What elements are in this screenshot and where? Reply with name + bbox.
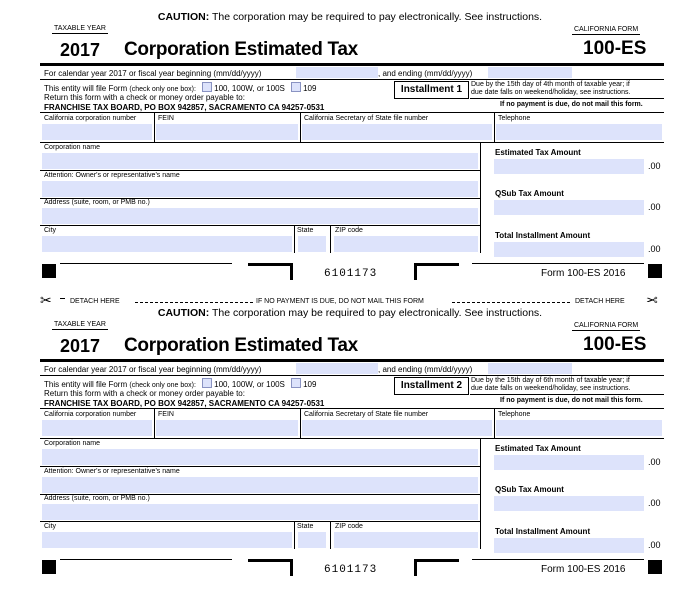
fiscal-begin-field[interactable]: [296, 67, 378, 78]
header-rule: [40, 359, 664, 362]
zip-label: ZIP code: [335, 523, 363, 530]
ending-text: , and ending (mm/dd/yyyy): [378, 69, 473, 78]
sos-number-field[interactable]: [302, 124, 492, 140]
fiscal-begin-field[interactable]: [296, 363, 378, 374]
qsub-tax-cents: .00: [648, 202, 661, 212]
estimated-tax-label: Estimated Tax Amount: [495, 148, 581, 157]
no-payment-note: If no payment is due, do not mail this form.: [500, 101, 643, 108]
due-date-note: Due by the 15th day of 4th month of taxable year; if due date falls on weekend/holiday, see instructions.: [471, 81, 631, 96]
corp-name-label: Corporation name: [44, 440, 101, 447]
installment-label: Installment 1: [394, 81, 469, 99]
qsub-tax-cents: .00: [648, 498, 661, 508]
calendar-year-text: For calendar year 2017 or fiscal year beginning (mm/dd/yyyy): [44, 69, 262, 78]
no-payment-note: If no payment is due, do not mail this form.: [500, 397, 643, 404]
detach-left-label: DETACH HERE: [70, 298, 120, 305]
form-title: Corporation Estimated Tax: [124, 335, 358, 356]
total-installment-cents: .00: [648, 540, 661, 550]
telephone-field[interactable]: [496, 124, 662, 140]
telephone-label: Telephone: [498, 411, 531, 418]
zip-field[interactable]: [334, 236, 478, 252]
estimated-tax-field[interactable]: [494, 455, 644, 470]
city-field[interactable]: [42, 532, 292, 548]
ending-text: , and ending (mm/dd/yyyy): [378, 365, 473, 374]
registration-mark: [42, 560, 56, 574]
footer-form-id: Form 100-ES 2016: [541, 268, 626, 279]
registration-mark: [648, 264, 662, 278]
state-field[interactable]: [298, 236, 326, 252]
city-field[interactable]: [42, 236, 292, 252]
estimated-tax-label: Estimated Tax Amount: [495, 444, 581, 453]
qsub-tax-field[interactable]: [494, 200, 644, 215]
attention-field[interactable]: [42, 181, 478, 197]
tax-year: 2017: [60, 40, 101, 60]
checkbox-100[interactable]: [202, 378, 212, 388]
caution-notice: CAUTION: The corporation may be required to pay electronically. See instructions.: [157, 11, 543, 23]
corner-mark: [414, 263, 459, 280]
corner-mark: [414, 559, 459, 576]
form-title: Corporation Estimated Tax: [124, 39, 358, 60]
qsub-tax-field[interactable]: [494, 496, 644, 511]
checkbox-100[interactable]: [202, 82, 212, 92]
scissors-icon: ✂: [40, 292, 52, 308]
sos-number-label: California Secretary of State file number: [304, 411, 429, 418]
qsub-tax-label: QSub Tax Amount: [495, 189, 564, 198]
corp-number-field[interactable]: [42, 124, 152, 140]
attention-label: Attention: Owner's or representative's name: [44, 468, 180, 475]
detach-middle-label: IF NO PAYMENT IS DUE, DO NOT MAIL THIS FORM: [256, 298, 424, 305]
fein-field[interactable]: [156, 124, 298, 140]
address-label: Address (suite, room, or PMB no.): [44, 199, 150, 206]
detach-right-label: DETACH HERE: [575, 298, 625, 305]
voucher-installment-2: [0, 296, 700, 586]
state-label: State: [297, 227, 314, 234]
checkbox-109[interactable]: [291, 378, 301, 388]
corp-number-field[interactable]: [42, 420, 152, 436]
total-installment-field[interactable]: [494, 242, 644, 257]
scan-line-number: 6101173: [324, 564, 378, 576]
fiscal-end-field[interactable]: [488, 363, 572, 374]
estimated-tax-field[interactable]: [494, 159, 644, 174]
corner-mark: [248, 559, 293, 576]
header-rule: [40, 63, 664, 66]
tax-year: 2017: [60, 336, 101, 356]
fein-field[interactable]: [156, 420, 298, 436]
telephone-label: Telephone: [498, 115, 531, 122]
city-label: City: [44, 227, 57, 234]
return-instructions: Return this form with a check or money order payable to:: [44, 93, 245, 102]
form-number: 100-ES: [583, 334, 647, 355]
qsub-tax-label: QSub Tax Amount: [495, 485, 564, 494]
mailing-address: FRANCHISE TAX BOARD, PO BOX 942857, SACRAMENTO CA 94257-0531: [44, 399, 325, 408]
total-installment-field[interactable]: [494, 538, 644, 553]
caution-notice: CAUTION: The corporation may be required to pay electronically. See instructions.: [157, 307, 543, 319]
registration-mark: [648, 560, 662, 574]
corp-number-label: California corporation number: [44, 115, 137, 122]
address-field[interactable]: [42, 504, 478, 520]
fein-label: FEIN: [158, 115, 174, 122]
california-form-label: CALIFORNIA FORM: [574, 26, 639, 33]
corp-name-field[interactable]: [42, 449, 478, 465]
scissors-icon: ✂: [646, 292, 658, 308]
installment-label: Installment 2: [394, 377, 469, 395]
registration-mark: [42, 264, 56, 278]
address-field[interactable]: [42, 208, 478, 224]
scan-line-number: 6101173: [324, 268, 378, 280]
estimated-tax-cents: .00: [648, 161, 661, 171]
sos-number-field[interactable]: [302, 420, 492, 436]
zip-label: ZIP code: [335, 227, 363, 234]
california-form-label: CALIFORNIA FORM: [574, 322, 639, 329]
entity-form-line: This entity will file Form (check only one box): 100, 100W, or 100S 109: [44, 380, 317, 389]
corner-mark: [248, 263, 293, 280]
return-instructions: Return this form with a check or money order payable to:: [44, 389, 245, 398]
calendar-year-text: For calendar year 2017 or fiscal year beginning (mm/dd/yyyy): [44, 365, 262, 374]
city-label: City: [44, 523, 57, 530]
total-installment-cents: .00: [648, 244, 661, 254]
address-label: Address (suite, room, or PMB no.): [44, 495, 150, 502]
total-installment-label: Total Installment Amount: [495, 231, 591, 240]
checkbox-109[interactable]: [291, 82, 301, 92]
zip-field[interactable]: [334, 532, 478, 548]
state-label: State: [297, 523, 314, 530]
sos-number-label: California Secretary of State file number: [304, 115, 429, 122]
attention-label: Attention: Owner's or representative's name: [44, 172, 180, 179]
voucher-installment-1: [0, 0, 700, 290]
due-date-note: Due by the 15th day of 6th month of taxable year; if due date falls on weekend/holiday, see instructions.: [471, 377, 631, 392]
state-field[interactable]: [298, 532, 326, 548]
attention-field[interactable]: [42, 477, 478, 493]
fiscal-end-field[interactable]: [488, 67, 572, 78]
estimated-tax-cents: .00: [648, 457, 661, 467]
taxable-year-label: TAXABLE YEAR: [54, 321, 106, 328]
telephone-field[interactable]: [496, 420, 662, 436]
corp-name-label: Corporation name: [44, 144, 101, 151]
corp-name-field[interactable]: [42, 153, 478, 169]
fein-label: FEIN: [158, 411, 174, 418]
corp-number-label: California corporation number: [44, 411, 137, 418]
taxable-year-label: TAXABLE YEAR: [54, 25, 106, 32]
entity-form-line: This entity will file Form (check only one box): 100, 100W, or 100S 109: [44, 84, 317, 93]
footer-form-id: Form 100-ES 2016: [541, 564, 626, 575]
mailing-address: FRANCHISE TAX BOARD, PO BOX 942857, SACRAMENTO CA 94257-0531: [44, 103, 325, 112]
total-installment-label: Total Installment Amount: [495, 527, 591, 536]
form-number: 100-ES: [583, 38, 647, 59]
